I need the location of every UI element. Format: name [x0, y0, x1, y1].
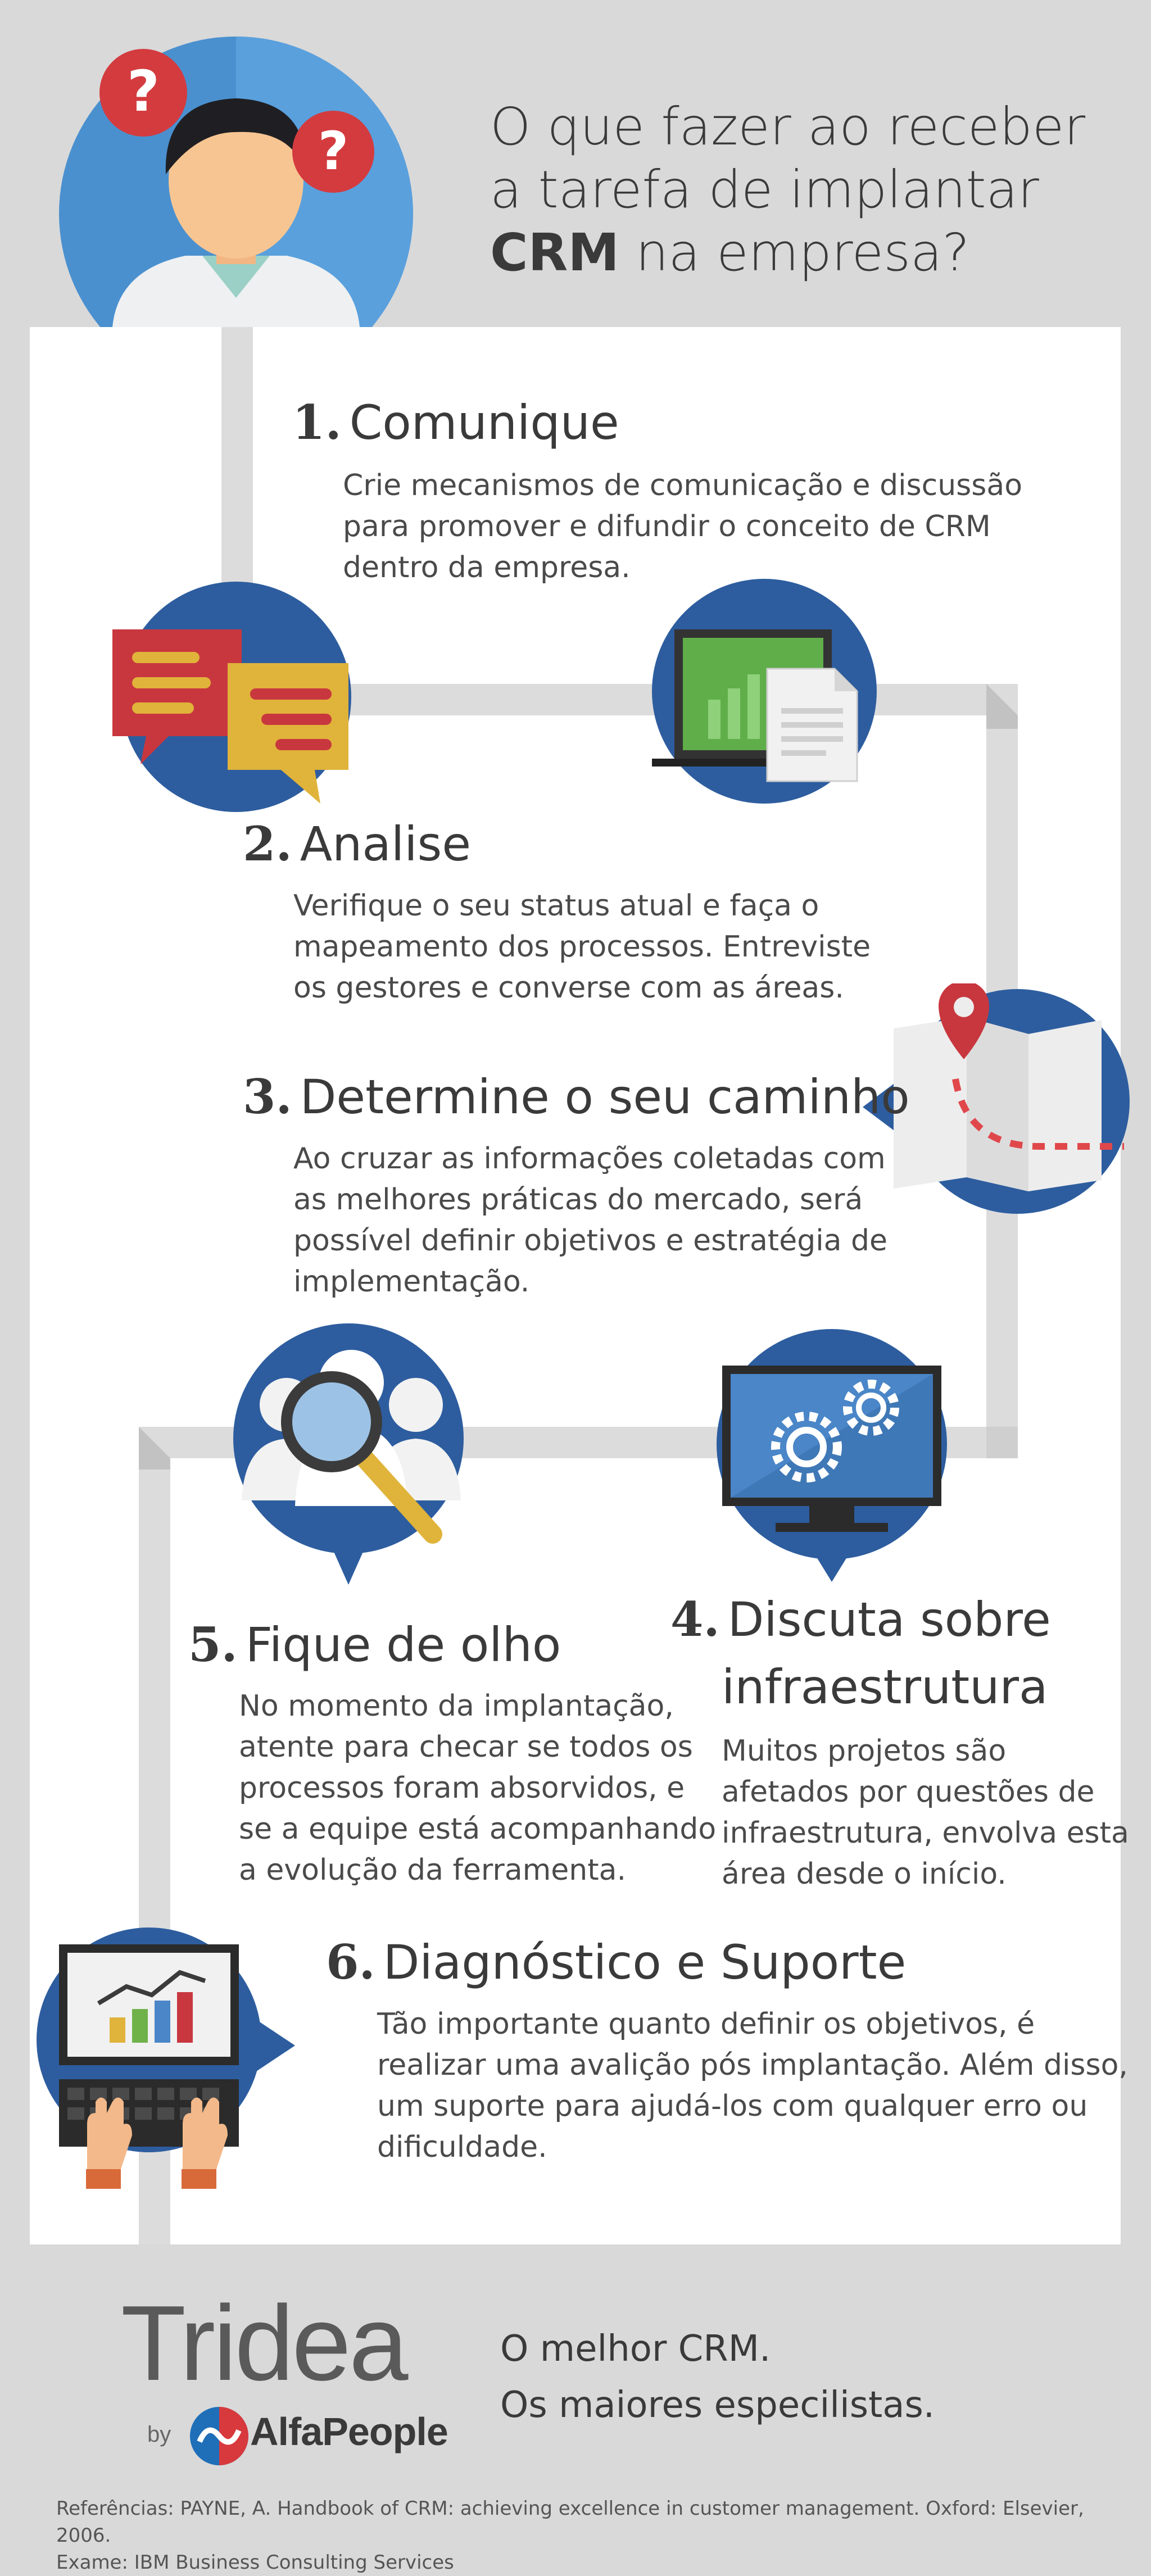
step-6-text	[377, 2004, 1128, 2168]
step-5-heading: Fique de olho	[245, 1617, 561, 1672]
title-line-1: O que fazer ao receber	[490, 97, 1086, 157]
title-line-3	[490, 221, 1120, 284]
step-5-line: se a equipe está acompanhando	[239, 1812, 717, 1846]
step-3-text	[293, 1139, 887, 1303]
step-2-line: Verifique o seu status atual e faça o	[293, 889, 819, 923]
step-4-title	[670, 1590, 1051, 1716]
question-mark-icon	[291, 110, 375, 194]
svg-text:?: ?	[126, 58, 160, 124]
step-6-number: 6.	[326, 1934, 375, 1990]
slogan-line-2: Os maiores especilistas.	[500, 2384, 935, 2426]
step-3-line: implementação.	[293, 1265, 530, 1299]
references-line-1: Referências: PAYNE, A. Handbook of CRM: achieving excellence in customer management. Oxford: Elsevier, 2006.	[56, 2497, 1084, 2547]
slogan-line-1: O melhor CRM.	[500, 2328, 771, 2370]
step-5-title	[188, 1616, 561, 1674]
references	[56, 2495, 1124, 2576]
references-line-2: Exame: IBM Business Consulting Services	[56, 2551, 454, 2574]
by-label: by	[147, 2422, 171, 2447]
step-4-line: área desde o início.	[722, 1857, 1007, 1891]
title-line-2: a tarefa de implantar	[490, 160, 1039, 220]
step-1-number: 1.	[292, 394, 342, 450]
step-4-line: infraestrutura, envolva esta	[722, 1816, 1129, 1850]
step-2-text	[293, 886, 871, 1009]
step-4-line: afetados por questões de	[722, 1775, 1095, 1809]
question-mark-icon	[98, 48, 188, 138]
monitor-gears-icon	[714, 1326, 950, 1585]
title-bold: CRM	[490, 223, 619, 283]
step-3-line: as melhores práticas do mercado, será	[293, 1183, 863, 1217]
step-6-line: Tão importante quanto definir os objetivos, é	[377, 2007, 1035, 2041]
step-1-line: Crie mecanismos de comunicação e discussão	[343, 469, 1023, 502]
partner-name: AlfaPeople	[250, 2410, 448, 2453]
step-6-line: realizar uma avalição pós implantação. Além disso,	[377, 2048, 1128, 2082]
step-5-line: atente para checar se todos os	[239, 1730, 693, 1764]
step-6-title	[326, 1933, 906, 1992]
chat-bubbles-icon	[107, 579, 354, 815]
step-3-line: Ao cruzar as informações coletadas com	[293, 1142, 886, 1176]
step-1-heading: Comunique	[349, 395, 619, 450]
step-6-line: dificuldade.	[377, 2130, 547, 2164]
step-5-text	[239, 1686, 716, 1891]
svg-text:?: ?	[318, 121, 349, 182]
slogan	[500, 2321, 935, 2433]
step-4-text	[722, 1731, 1129, 1895]
step-6-line: um suporte para ajudá-los com qualquer erro ou	[377, 2089, 1088, 2123]
step-5-number: 5.	[188, 1617, 238, 1672]
step-5-line: processos foram absorvidos, e	[239, 1771, 685, 1805]
step-6-heading: Diagnóstico e Suporte	[383, 1935, 907, 1990]
step-4-number: 4.	[670, 1591, 720, 1647]
step-1-text	[343, 465, 1022, 588]
document-icon	[762, 663, 863, 787]
step-4-heading-line-1: Discuta sobre	[727, 1592, 1051, 1647]
step-2-number: 2.	[243, 816, 292, 872]
step-3-line: possível definir objetivos e estratégia de	[293, 1224, 888, 1258]
step-3-heading: Determine o seu caminho	[300, 1069, 910, 1124]
step-2-heading: Analise	[300, 817, 471, 872]
alfapeople-logo-icon	[188, 2405, 250, 2467]
step-1-line: dentro da empresa.	[343, 551, 631, 584]
step-5-line: a evolução da ferramenta.	[239, 1853, 626, 1887]
computer-hands-icon	[37, 1888, 301, 2203]
brand-logo: Tridea	[121, 2284, 406, 2403]
step-4-heading-line-2: infraestrutura	[722, 1659, 1048, 1715]
step-1-line: para promover e difundir o conceito de CRM	[343, 510, 991, 543]
step-2-line: mapeamento dos processos. Entreviste	[293, 930, 871, 964]
page-title	[490, 96, 1120, 284]
title-line-3-rest: na empresa?	[619, 223, 970, 283]
step-4-line: Muitos projetos são	[722, 1734, 1007, 1768]
step-2-line: os gestores e converse com as áreas.	[293, 971, 844, 1005]
step-3-number: 3.	[243, 1069, 292, 1124]
step-2-title	[243, 815, 471, 873]
people-magnifier-icon	[230, 1321, 489, 1585]
step-3-title	[243, 1068, 910, 1126]
step-1-title	[292, 393, 619, 452]
step-5-line: No momento da implantação,	[239, 1689, 674, 1723]
